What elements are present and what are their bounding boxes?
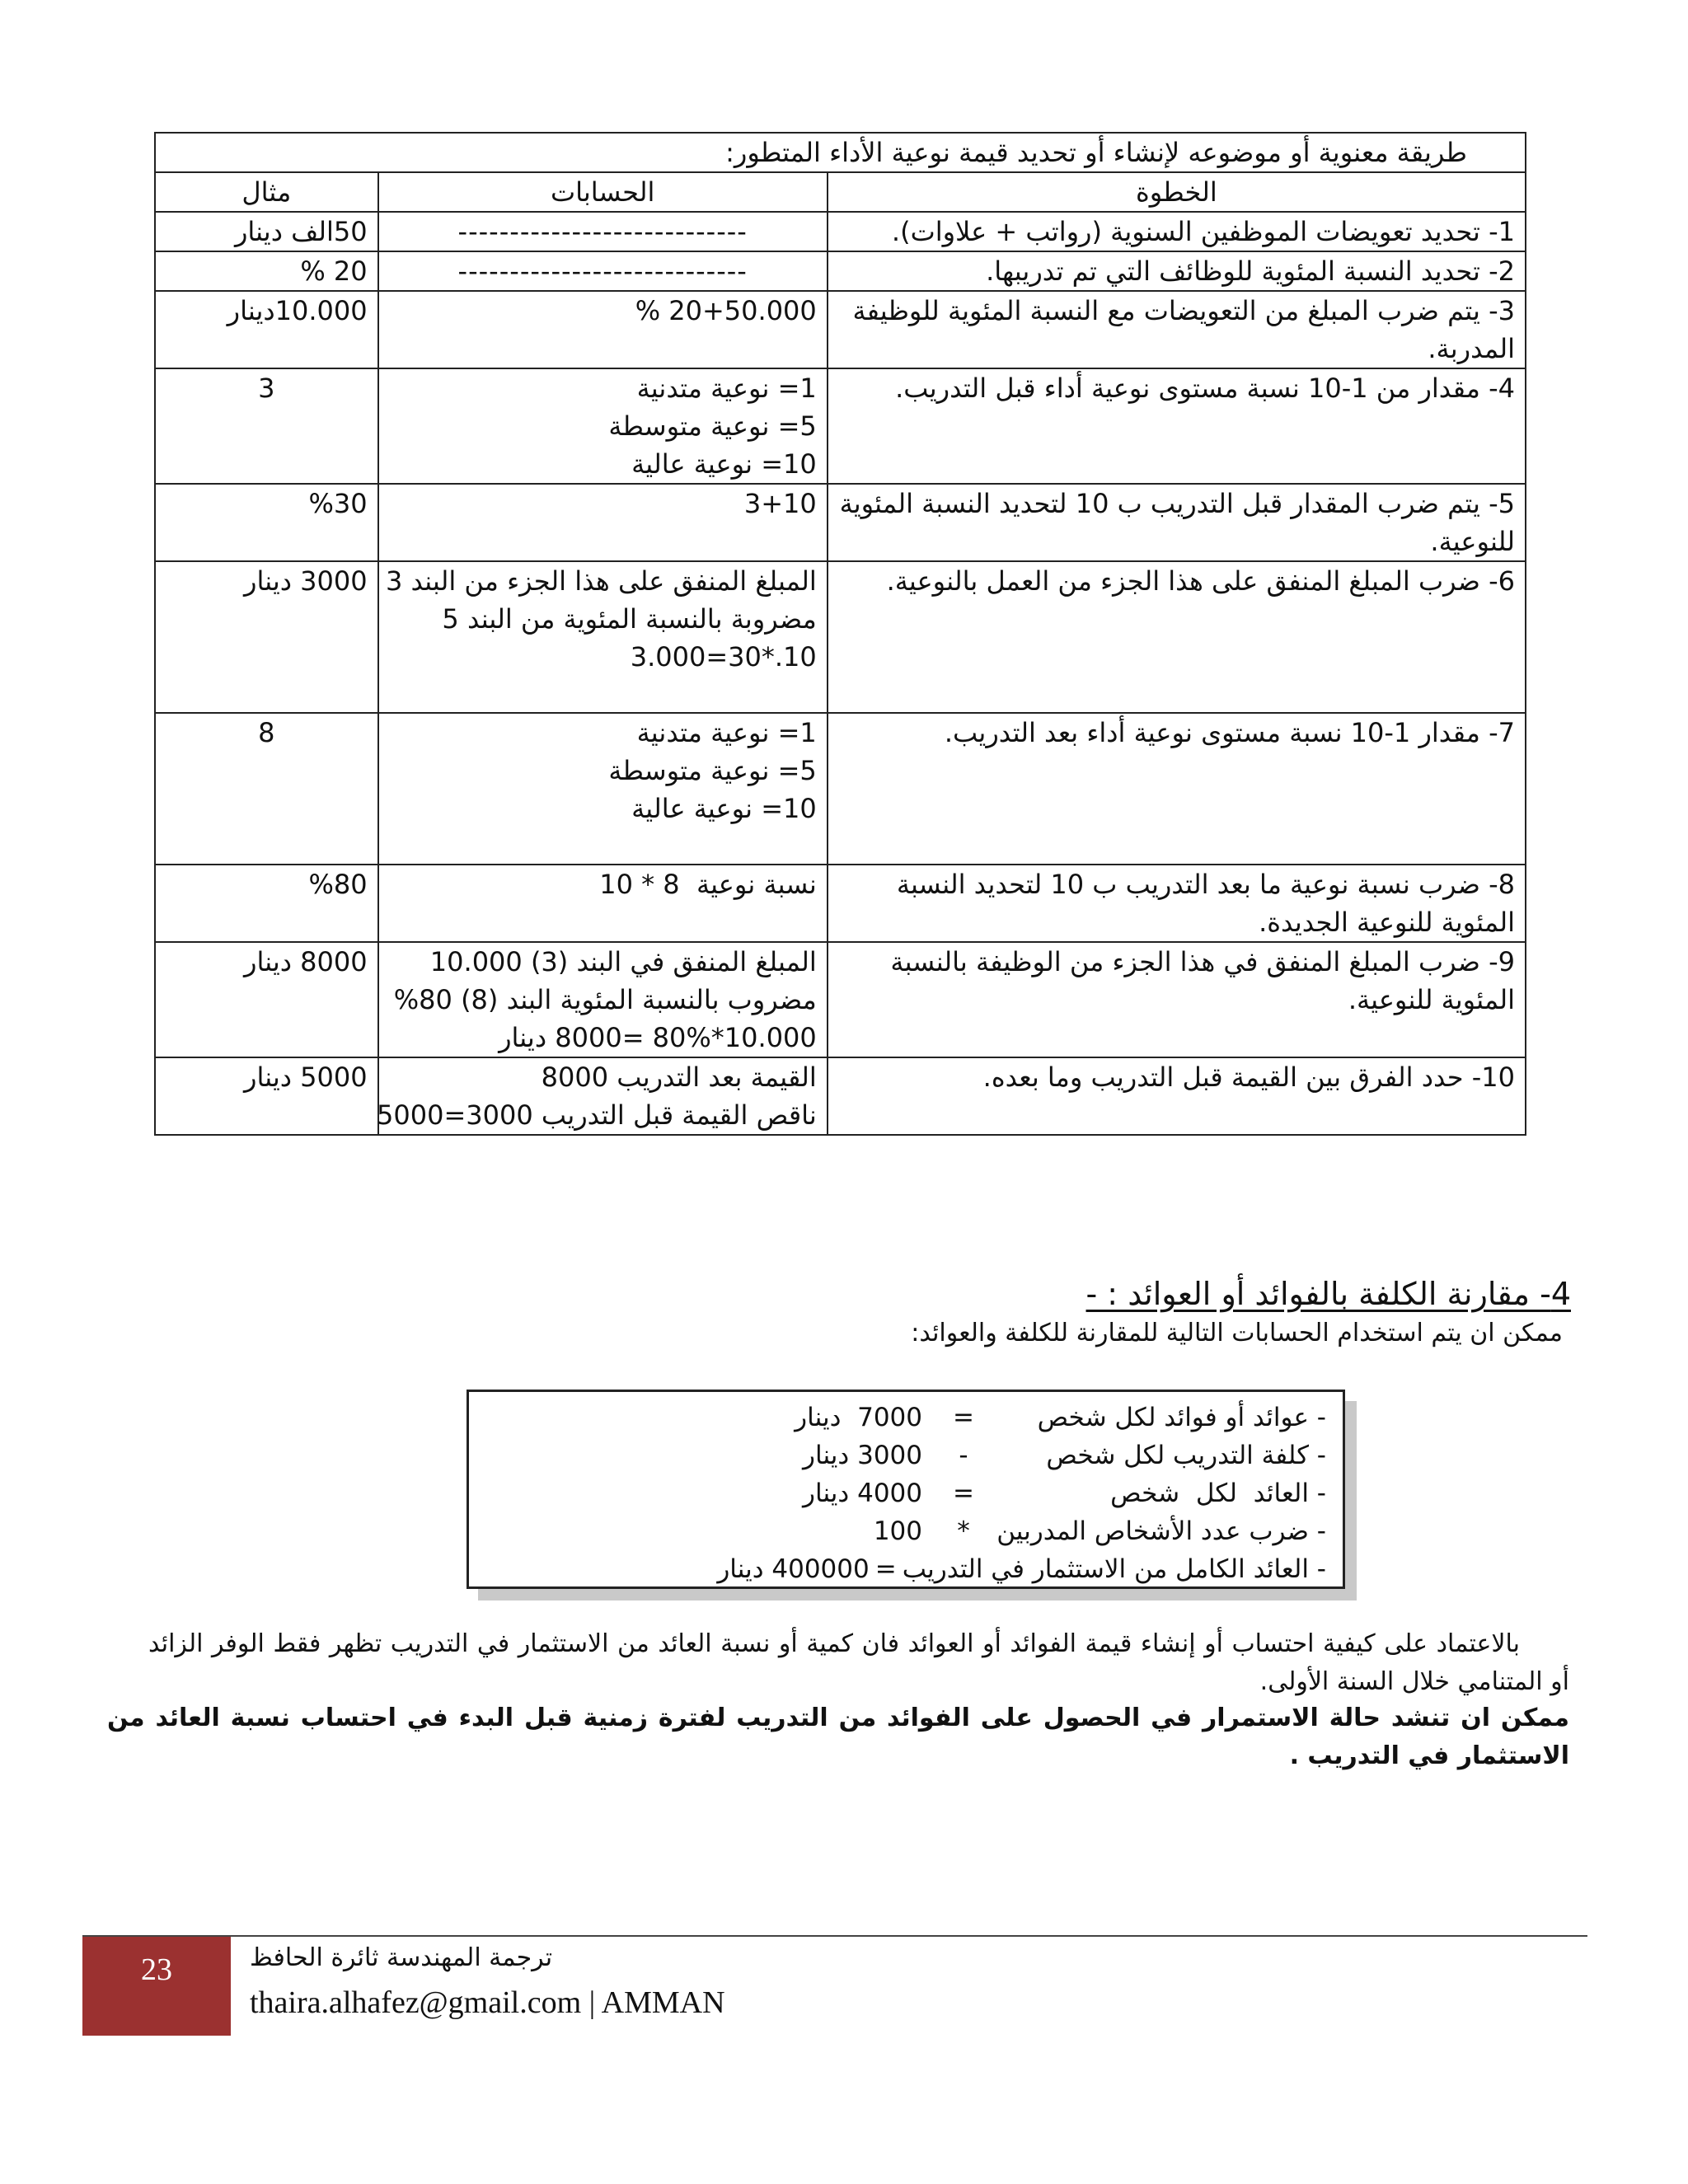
box-label: - كلفة التدريب لكل شخص: [1046, 1441, 1326, 1470]
row-example: 10.000دينار: [155, 291, 378, 368]
calc-line: 5= نوعية متوسطة: [608, 410, 817, 442]
calc-line: 1= نوعية متدنية: [636, 717, 817, 748]
table-row: [155, 713, 1526, 865]
section-heading: 4- مقارنة الكلفة بالفوائد أو العوائد : -: [1085, 1276, 1571, 1312]
quality-calculation-table: [154, 132, 1526, 1136]
row-example: %80: [155, 865, 378, 942]
box-row: [469, 1512, 1326, 1550]
box-value: 4000 دينار: [803, 1479, 922, 1508]
calc-line: 10= نوعية عالية: [631, 793, 817, 824]
table-row: [155, 368, 1526, 484]
row-example: 20 %: [155, 251, 378, 291]
table-row: [155, 291, 1526, 368]
box-operator: *: [957, 1516, 970, 1546]
row-step: 4- مقدار من 1-10 نسبة مستوى نوعية أداء قبل التدريب.: [828, 368, 1526, 484]
box-label: - ضرب عدد الأشخاص المدربين: [996, 1516, 1326, 1546]
calc-line: 5= نوعية متوسطة: [608, 755, 817, 786]
table-row: [155, 865, 1526, 942]
box-value: 400000 دينار: [717, 1554, 870, 1584]
row-calc: [378, 561, 828, 713]
box-operator: -: [959, 1441, 968, 1470]
box-row: [469, 1436, 1326, 1474]
calc-line: المبلغ المنفق في البند (3) 10.000: [429, 946, 817, 977]
calc-line: 10.000*80% =8000 دينار: [499, 1022, 817, 1053]
table-row: [155, 561, 1526, 713]
row-calc: [378, 368, 828, 484]
row-example: 3: [155, 368, 378, 484]
row-calc: ----------------------------: [378, 251, 828, 291]
calc-line: 20+50.000 %: [635, 295, 817, 326]
calc-line: 1= نوعية متدنية: [636, 373, 817, 404]
paragraph-roi-note: بالاعتماد على كيفية احتساب أو إنشاء قيمة الفوائد أو العوائد فان كمية أو نسبة العائد من الاستثمار في التدريب تظهر فقط الوفر الزائد أو المتنامي خلال السنة الأولى.: [148, 1629, 1569, 1696]
table-row: [155, 1057, 1526, 1135]
box-label: - العائد لكل شخص: [1110, 1479, 1326, 1508]
row-calc: [378, 865, 828, 942]
row-step: 6- ضرب المبلغ المنفق على هذا الجزء من العمل بالنوعية.: [828, 561, 1526, 713]
calc-line: 3+10: [743, 488, 817, 519]
row-calc: [378, 291, 828, 368]
box-value: 100: [873, 1516, 922, 1546]
row-example: 8: [155, 713, 378, 865]
box-operator: =: [874, 1554, 897, 1584]
page-number: 23: [141, 1952, 172, 1987]
calc-line: المبلغ المنفق على هذا الجزء من البند 3: [385, 565, 817, 597]
row-calc: ----------------------------: [378, 212, 828, 251]
footer-divider: [82, 1935, 1587, 1937]
table-row: [155, 942, 1526, 1057]
row-calc: [378, 484, 828, 561]
table-row: [155, 251, 1526, 291]
row-step: 2- تحديد النسبة المئوية للوظائف التي تم تدريبها.: [828, 251, 1526, 291]
box-operator: =: [953, 1403, 974, 1432]
calc-line: ناقص القيمة قبل التدريب 3000=5000: [377, 1099, 817, 1131]
box-value: 7000 دينار: [795, 1403, 922, 1432]
header-example: مثال: [155, 172, 378, 212]
section-intro: ممكن ان يتم استخدام الحسابات التالية للمقارنة للكلفة والعوائد:: [911, 1319, 1563, 1347]
cost-benefit-box: [467, 1390, 1345, 1589]
box-row: [469, 1474, 1326, 1512]
row-example: 3000 دينار: [155, 561, 378, 713]
row-calc: [378, 942, 828, 1057]
row-calc: [378, 713, 828, 865]
box-operator: =: [953, 1479, 974, 1508]
table-row: [155, 484, 1526, 561]
calc-line: مضروبة بالنسبة المئوية من البند 5: [442, 603, 817, 635]
table-title: طريقة معنوية أو موضوعه لإنشاء أو تحديد قيمة نوعية الأداء المتطور:: [155, 133, 1526, 172]
row-step: 9- ضرب المبلغ المنفق في هذا الجزء من الوظيفة بالنسبة المئوية للنوعية.: [828, 942, 1526, 1057]
row-step: 3- يتم ضرب المبلغ من التعويضات مع النسبة المئوية للوظيفة المدربة.: [828, 291, 1526, 368]
header-calc: الحسابات: [378, 172, 828, 212]
box-label: - عوائد أو فوائد لكل شخص: [1037, 1403, 1326, 1432]
footer-author: ترجمة المهندسة ثائرة الحافظ: [250, 1943, 553, 1972]
box-row: [469, 1550, 1326, 1588]
box-label: - العائد الكامل من الاستثمار في التدريب: [902, 1554, 1326, 1584]
row-example: 8000 دينار: [155, 942, 378, 1057]
calc-line: القيمة بعد التدريب 8000: [541, 1062, 817, 1093]
footer-contact: thaira.alhafez@gmail.com | AMMAN: [250, 1985, 725, 2020]
row-step: 1- تحديد تعويضات الموظفين السنوية (رواتب + علاوات).: [828, 212, 1526, 251]
paragraph-roi-bold: ممكن ان تنشد حالة الاستمرار في الحصول على الفوائد من التدريب لفترة زمنية قبل البدء في احتساب نسبة العائد من الاستثمار في التدريب .: [107, 1704, 1569, 1770]
box-value: 3000 دينار: [803, 1441, 922, 1470]
row-step: 8- ضرب نسبة نوعية ما بعد التدريب ب 10 لتحديد النسبة المئوية للنوعية الجديدة.: [828, 865, 1526, 942]
row-step: 5- يتم ضرب المقدار قبل التدريب ب 10 لتحديد النسبة المئوية للنوعية.: [828, 484, 1526, 561]
calc-line: 10.*30=3.000: [630, 641, 817, 673]
calc-line: 10= نوعية عالية: [631, 448, 817, 480]
header-step: الخطوة: [828, 172, 1526, 212]
row-example: 5000 دينار: [155, 1057, 378, 1135]
row-example: %30: [155, 484, 378, 561]
row-step: 7- مقدار 1-10 نسبة مستوى نوعية أداء بعد التدريب.: [828, 713, 1526, 865]
row-calc: [378, 1057, 828, 1135]
page-number-block: [82, 1937, 231, 2036]
box-row: [469, 1399, 1326, 1436]
calc-line: نسبة نوعية 8 * 10: [599, 869, 817, 900]
calc-line: مضروب بالنسبة المئوية البند (8) 80%: [393, 984, 817, 1015]
row-step: 10- حدد الفرق بين القيمة قبل التدريب وما بعده.: [828, 1057, 1526, 1135]
row-example: 50الف دينار: [155, 212, 378, 251]
table-row: [155, 212, 1526, 251]
